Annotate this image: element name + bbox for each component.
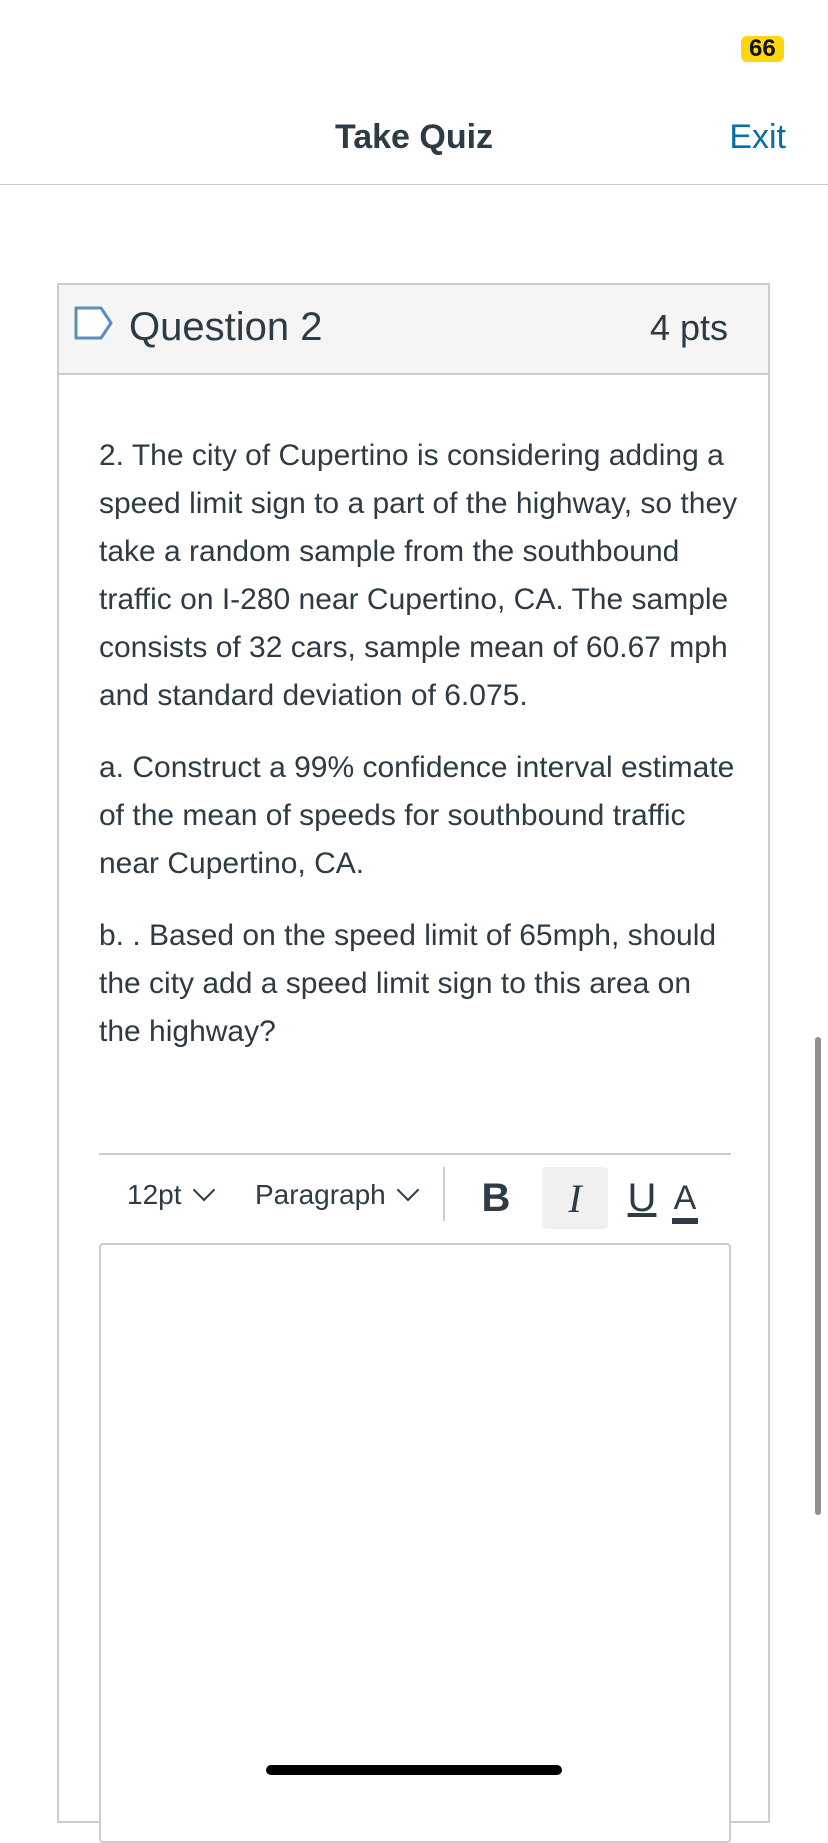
text-color-button[interactable] xyxy=(665,1167,705,1229)
question-part-b: b. . Based on the speed limit of 65mph, should the city add a speed limit sign to this area on the highway? xyxy=(99,919,717,1048)
scrollbar[interactable] xyxy=(815,1037,821,1515)
italic-button[interactable]: I xyxy=(542,1167,608,1229)
question-title: Question 2 xyxy=(129,305,323,349)
question-paragraph: 2. The city of Cupertino is considering adding a speed limit sign to a part of the highway, so they take a random sample from the southbound traffic on I-280 near Cupertino, CA. The sample consists of 32 cars, sample mean of 60.67 mph and standard deviation of 6.075. xyxy=(99,439,738,712)
toolbar-divider xyxy=(443,1167,445,1221)
editor-toolbar xyxy=(99,1153,731,1243)
question-text xyxy=(99,432,739,1080)
page-title: Take Quiz xyxy=(334,118,494,156)
chevron-down-icon xyxy=(192,1179,215,1202)
bold-button[interactable]: B xyxy=(481,1175,511,1220)
block-format-label: Paragraph xyxy=(255,1179,386,1210)
quiz-header xyxy=(0,100,828,185)
chevron-down-icon xyxy=(396,1179,419,1202)
font-size-dropdown[interactable] xyxy=(127,1179,212,1211)
block-format-dropdown[interactable] xyxy=(255,1179,416,1211)
question-header xyxy=(59,285,768,375)
home-indicator[interactable] xyxy=(266,1765,562,1775)
exit-link[interactable]: Exit xyxy=(729,118,786,156)
underline-button[interactable]: U xyxy=(627,1175,657,1220)
answer-text-area[interactable] xyxy=(99,1243,731,1843)
text-color-icon: A xyxy=(673,1179,697,1217)
question-card xyxy=(57,283,770,1823)
question-points: 4 pts xyxy=(649,307,728,348)
question-part-a: a. Construct a 99% confidence interval estimate of the mean of speeds for southbound traffic near Cupertino, CA. xyxy=(99,751,735,880)
font-size-label: 12pt xyxy=(127,1179,182,1210)
status-badge: 66 xyxy=(741,36,784,62)
flag-question-icon[interactable] xyxy=(73,305,115,341)
